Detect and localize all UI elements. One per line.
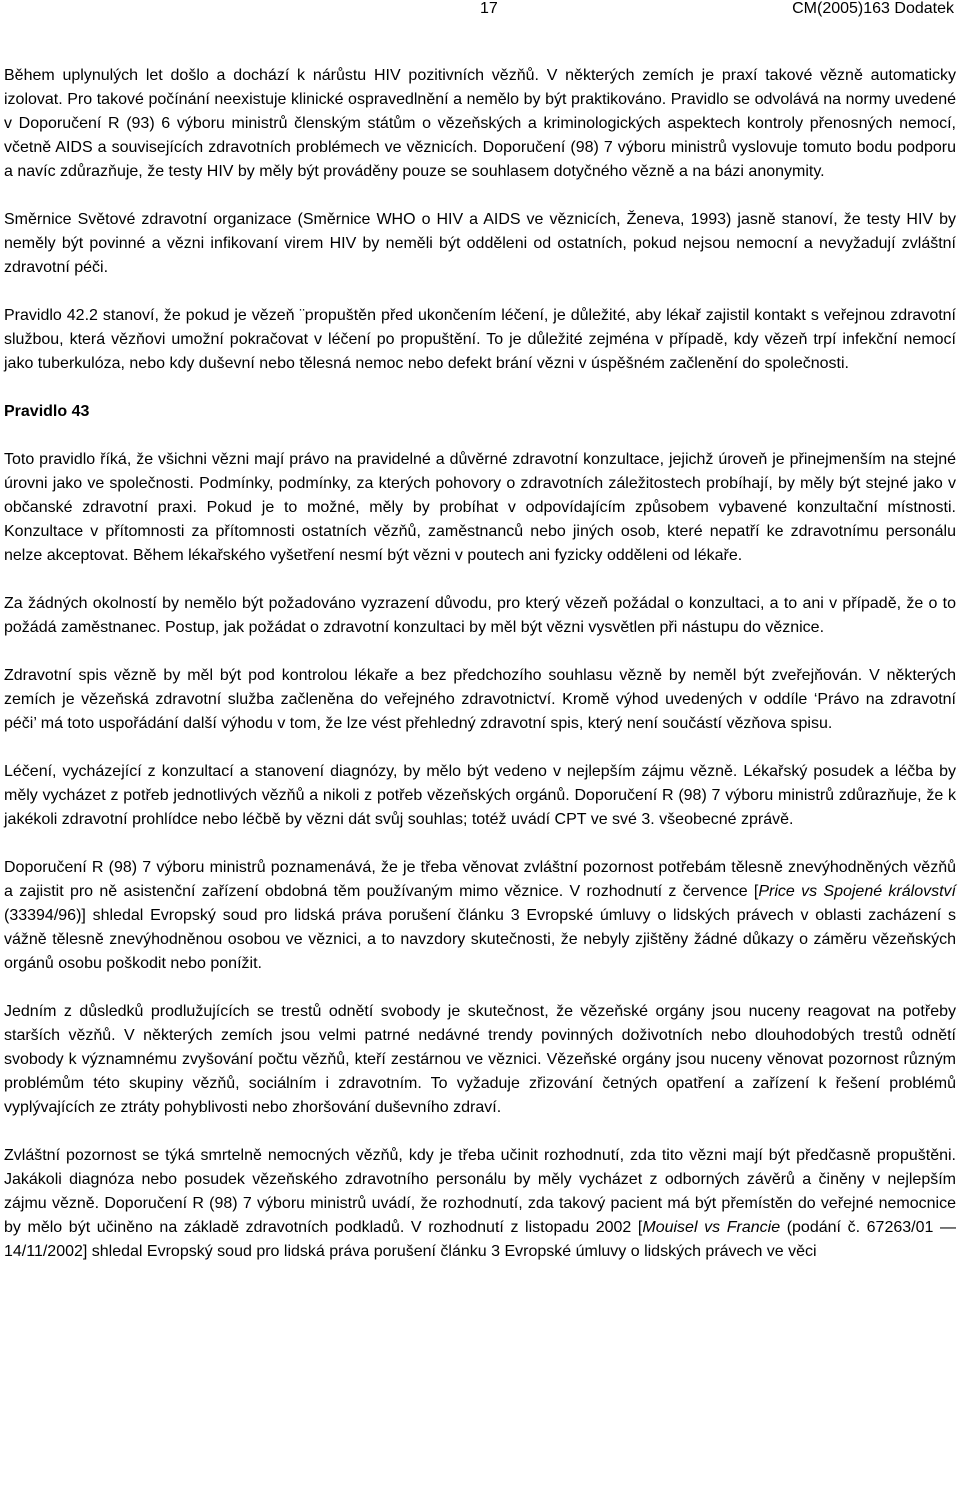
paragraph-elderly-prisoners: Jedním z důsledků prodlužujících se trestů odnětí svobody je skutečnost, že vězeňské orgány jsou nuceny reagovat na potřeby starších vězňů. V některých zemích jsou velmi patrné nedávné trendy povinných doživotních nebo dlouhodobých trestů odnětí svobody k významnému zvyšování počtu vězňů, kteří zestárnou ve věznici. Vězeňské orgány jsou nuceny věnovat pozornost různým problémům této skupiny vězňů, sociálním i zdravotním. To vyžaduje zřizování četných opatření a zařízení k řešení problémů vyplývajících ze ztráty pohyblivosti nebo zhoršování duševního zdraví. [4,1003,956,1116]
paragraph-text: (33394/96)] shledal Evropský soud pro lidská práva porušení článku 3 Evropské úmluvy o lidských právech v oblasti zacházení s vážně tělesně znevýhodněnou osobou ve věznici, a to navzdory skutečnosti, že nebyly zjištěny žádné důkazy o záměru vězeňských orgánů osobu poškodit nebo ponížit. [4,907,956,972]
paragraph-text: Doporučení R (98) 7 výboru ministrů poznamenává, že je třeba věnovat zvláštní pozornost potřebám tělesně znevýhodněných vězňů a zajistit pro ně asistenční zařízení obdobná těm používaným mimo věznice. V rozhodnutí z července [ [4,859,956,900]
case-name: Price vs Spojené království [758,883,956,900]
page-header [0,0,960,30]
paragraph-medical-record: Zdravotní spis vězně by měl být pod kontrolou lékaře a bez předchozího souhlasu vězně by neměl být zveřejňován. V některých zemích je vězeňská zdravotní služba začleněna do veřejného zdravotnictví. Kromě výhod uvedených v oddíle ‘Právo na zdravotní péči’ má toto uspořádání další výhodu v tom, že lze vést přehledný zdravotní spis, který není součástí vězňova spisu. [4,667,956,732]
section-heading-rule-43: Pravidlo 43 [4,403,90,420]
paragraph-consultations: Toto pravidlo říká, že všichni vězni mají právo na pravidelné a důvěrné zdravotní konzultace, jejichž úroveň je přinejmenším na stejné úrovni jako ve společnosti. Podmínky, podmínky, za kterých pohovory o zdravotních záležitostech probíhají, by měly být stejné jako v občanské zdravotní praxi. Pokud je to možné, měly by probíhat v odpovídajícím způsobem vybavené konzultační místnosti. Konzultace v přítomnosti za přítomnosti ostatních vězňů, zaměstnanců nebo jiných osob, které nepatří ke zdravotnímu personálu nelze akceptovat. Během lékařského vyšetření nesmí být vězni v poutech ani fyzicky odděleni od lékaře. [4,451,956,564]
paragraph-terminally-ill [4,1144,956,1264]
paragraph-disabled-prisoners [4,856,956,976]
case-name: Mouisel vs Francie [642,1219,781,1236]
paragraph-confidentiality: Za žádných okolností by nemělo být požadováno vyzrazení důvodu, pro který vězeň požádal o konzultaci, a to ani v případě, že o to požádá zaměstnanec. Postup, jak požádat o zdravotní konzultaci by měl být vězni vysvětlen při nástupu do věznice. [4,595,956,636]
paragraph-text: (podání č. 67263/01 — 14/11/2002] shledal Evropský soud pro lidská práva porušení článku 3 Evropské úmluvy o lidských právech ve věci [4,1219,956,1260]
paragraph-hiv-isolation: Během uplynulých let došlo a dochází k nárůstu HIV pozitivních vězňů. V některých zemích je praxí takové vězně automaticky izolovat. Pro takové počínání neexistuje klinické ospravedlnění a nemělo by být praktikováno. Pravidlo se odvolává na normy uvedené v Doporučení R (93) 6 výboru ministrů členským státům o vězeňských a kriminologických aspektech kontroly přenosných nemocí, včetně AIDS a souvisejících zdravotních problémech ve věznicích. Doporučení (98) 7 výboru ministrů vyslovuje tomuto bodu podporu a navíc zdůrazňuje, že testy HIV by měly být prováděny pouze se souhlasem dotyčného vězně a na bázi anonymity. [4,67,956,180]
paragraph-text: Zvláštní pozornost se týká smrtelně nemocných vězňů, kdy je třeba učinit rozhodnutí, zda tito vězni mají být předčasně propuštěni. Jakákoli diagnóza nebo posudek vězeňského zdravotního personálu by měly vycházet z odborných závěrů a činěny v nejlepším zájmu vězně. Doporučení R (98) 7 výboru ministrů uvádí, že rozhodnutí, zda takový pacient má být přemístěn do veřejné nemocnice by mělo být učiněno na základě zdravotních podkladů. V rozhodnutí z listopadu 2002 [ [4,1147,956,1236]
document-reference: CM(2005)163 Dodatek [792,0,954,17]
page-number: 17 [480,0,498,17]
document-body [4,64,956,1264]
paragraph-treatment-consent: Léčení, vycházející z konzultací a stanovení diagnózy, by mělo být vedeno v nejlepším zájmu vězně. Lékařský posudek a léčba by měly vycházet z potřeb jednotlivých vězňů a nikoli z potřeb vězeňských orgánů. Doporučení R (98) 7 výboru ministrů zdůrazňuje, že k jakékoli zdravotní prohlídce nebo léčbě by vězni dát svůj souhlas; totéž uvádí CPT ve své 3. všeobecné zprávě. [4,763,956,828]
paragraph-rule-42-2: Pravidlo 42.2 stanoví, že pokud je vězeň ¨propuštěn před ukončením léčení, je důležité, aby lékař zajistil kontakt s veřejnou zdravotní službou, která vězňovi umožní pokračovat v léčení po propuštění. To je důležité zejména v případě, kdy vězeň trpí infekční nemocí jako tuberkulóza, nebo kdy duševní nebo tělesná nemoc nebo defekt brání vězni v úspěšném začlenění do společnosti. [4,307,956,372]
paragraph-who-guidelines: Směrnice Světové zdravotní organizace (Směrnice WHO o HIV a AIDS ve věznicích, Ženeva, 1993) jasně stanoví, že testy HIV by neměly být povinné a vězni infikovaní virem HIV by neměli být odděleni od ostatních, pokud nejsou nemocní a nevyžadují zvláštní zdravotní péči. [4,211,956,276]
